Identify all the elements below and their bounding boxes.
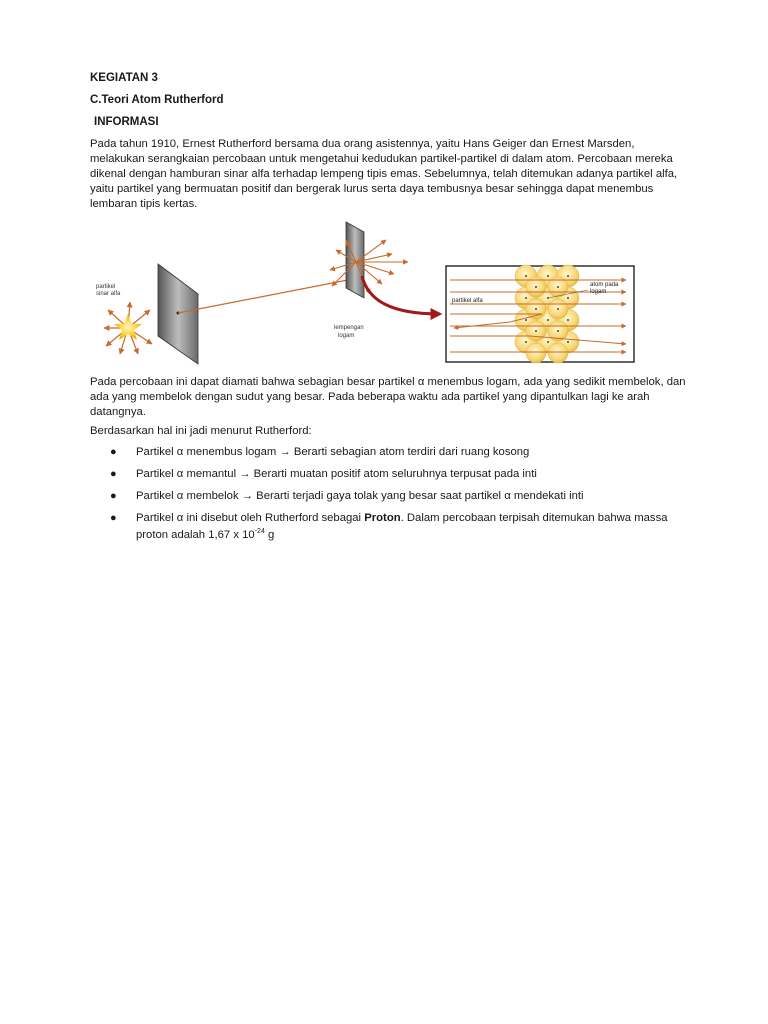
list-item-text: Partikel α membelok → Berarti terjadi gaya tolak yang besar saat partikel α mendekati inti [136, 490, 584, 502]
bullet-icon: ● [110, 468, 117, 480]
bullet-icon: ● [110, 512, 117, 524]
source-label-line1: partikel [96, 284, 116, 290]
atom-inset [446, 265, 634, 363]
proton-term: Proton [364, 512, 401, 524]
plate-label-line1: lempengan [334, 325, 364, 331]
list-item [110, 445, 690, 459]
bullet-icon: ● [110, 490, 117, 502]
conclusion-list [110, 445, 690, 550]
list-item-text: Partikel α menembus logam → Berarti sebagian atom terdiri dari ruang kosong [136, 446, 530, 458]
list-item [110, 467, 690, 481]
atom-label-line2: logam [590, 289, 607, 295]
proton-text-after: . Dalam percobaan terpisah ditemukan bahwa massa proton adalah 1,67 x 10 [136, 512, 668, 541]
proton-text-before: Partikel α ini disebut oleh Rutherford sebagai [136, 512, 365, 524]
zoom-arrow-icon [362, 276, 440, 314]
plate-label-line2: logam [338, 333, 355, 339]
list-item [110, 489, 690, 503]
activity-heading: KEGIATAN 3 [90, 72, 158, 84]
intro-paragraph: Pada tahun 1910, Ernest Rutherford bersama dua orang asistennya, yaitu Hans Geiger dan Ernest Marsden, melakukan serangkaian percobaan untuk mengetahui kedudukan partikel-partikel di dalam atom. Percobaan mereka dikenal dengan hamburan sinar alfa terhadap lempeng tipis emas. Sebelumnya, telah ditemukan adanya partikel alfa, yaitu partikel yang bermuatan positif dan bergerak lurus serta daya tembusnya besar sehingga dapat menembus lembaran tipis kertas. [90, 138, 678, 210]
particle-label: partikel alfa [452, 298, 483, 304]
info-heading: INFORMASI [94, 116, 159, 128]
exponent: -24 [254, 528, 265, 535]
list-item-text: Partikel α memantul → Berarti muatan positif atom seluruhnya terpusat pada inti [136, 468, 537, 480]
bullet-icon: ● [110, 446, 117, 458]
mass-unit: g [264, 529, 275, 541]
alpha-source-icon [104, 302, 152, 354]
conclusion-intro: Berdasarkan hal ini jadi menurut Rutherford: [90, 425, 312, 437]
list-item [110, 511, 690, 542]
section-title: C.Teori Atom Rutherford [90, 94, 224, 106]
atom-label-line1: atom pada [590, 282, 619, 288]
observation-paragraph: Pada percobaan ini dapat diamati bahwa sebagian besar partikel α menembus logam, ada yang sedikit membelok, dan ada yang membelok dengan sudut yang besar. Pada beberapa waktu ada partikel yang dipantulkan lagi ke arah datangnya. [90, 376, 686, 418]
alpha-beam [178, 278, 358, 313]
rutherford-experiment-figure [90, 218, 650, 370]
source-label-line2: sinar alfa [96, 291, 121, 297]
